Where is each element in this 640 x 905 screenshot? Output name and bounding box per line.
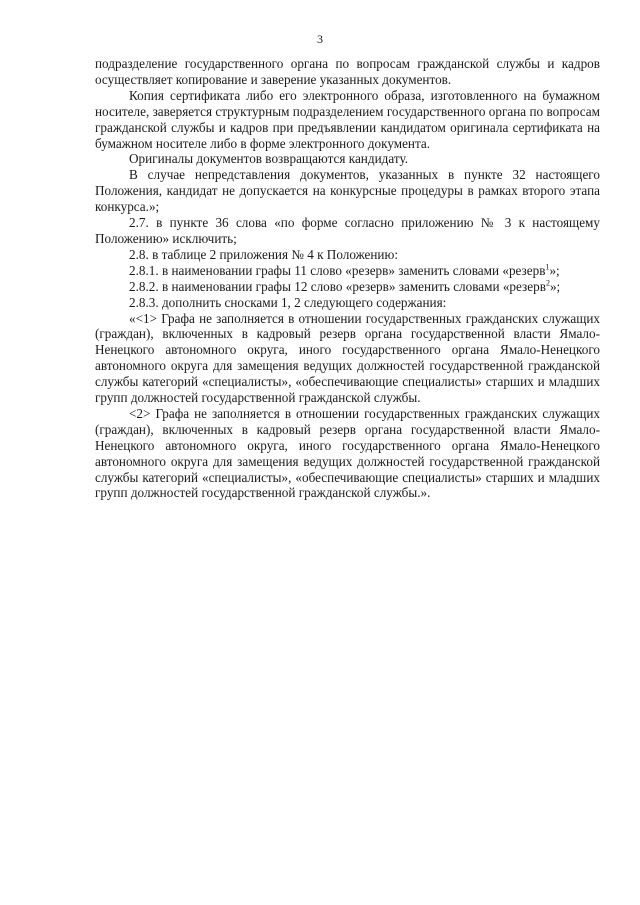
paragraph-footnote-2: <2> Графа не заполняется в отношении государственных гражданских служащих (граждан), включенных в кадровый резерв органа государственной власти Ямало-Ненецкого автономного округа, иного государственного органа Ямало-Ненецкого автономного округа для замещения ведущих должностей государственной гражданской службы категорий «специалисты», «обеспечивающие специалисты» старших и младших групп должностей государственной гражданской службы.». [95, 405, 600, 501]
paragraph-item-2-8-1 [95, 263, 600, 279]
paragraph-item-2-8-2 [95, 279, 600, 295]
item-2-8-1-text: 2.8.1. в наименовании графы 11 слово «резерв» заменить словами «резерв [129, 262, 546, 278]
item-2-8-1-end: »; [549, 262, 560, 278]
paragraph-certificate-copy: Копия сертификата либо его электронного образа, изготовленного на бумажном носителе, заверяется структурным подразделением государственного органа по вопросам гражданской службы и кадров при предъявлении кандидатом оригинала сертификата на бумажном носителе либо в форме электронного документа. [95, 87, 600, 151]
paragraph-item-2-8-3: 2.8.3. дополнить сносками 1, 2 следующего содержания: [129, 294, 447, 310]
paragraph-non-submission: В случае непредставления документов, указанных в пункте 32 настоящего Положения, кандидат не допускается на конкурсные процедуры в рамках второго этапа конкурса.»; [95, 167, 600, 215]
item-2-8-2-end: »; [549, 278, 561, 294]
paragraph-item-2-8: 2.8. в таблице 2 приложения № 4 к Положению: [129, 246, 399, 262]
paragraph-footnote-1: «<1> Графа не заполняется в отношении государственных гражданских служащих (граждан), включенных в кадровый резерв органа государственной власти Ямало-Ненецкого автономного округа, иного государственного органа Ямало-Ненецкого автономного округа для замещения ведущих должностей государственной гражданской службы категорий «специалисты», «обеспечивающие специалисты» старших и младших групп должностей государственной гражданской службы. [95, 310, 600, 406]
footnote-ref-1: 1 [545, 262, 550, 272]
paragraph-originals-returned: Оригиналы документов возвращаются кандидату. [129, 151, 409, 167]
document-body [95, 56, 600, 501]
footnote-ref-2: 2 [545, 278, 550, 288]
item-2-8-2-text: 2.8.2. в наименовании графы 12 слово «резерв» заменить словами «резерв [129, 278, 546, 294]
paragraph-item-2-7: 2.7. в пункте 36 слова «по форме согласно приложению № 3 к настоящему Положению» исключить; [95, 215, 600, 246]
page-number: 3 [317, 32, 323, 46]
paragraph-continuation: подразделение государственного органа по вопросам гражданской службы и кадров осуществляет копирование и заверение указанных документов. [95, 56, 600, 87]
